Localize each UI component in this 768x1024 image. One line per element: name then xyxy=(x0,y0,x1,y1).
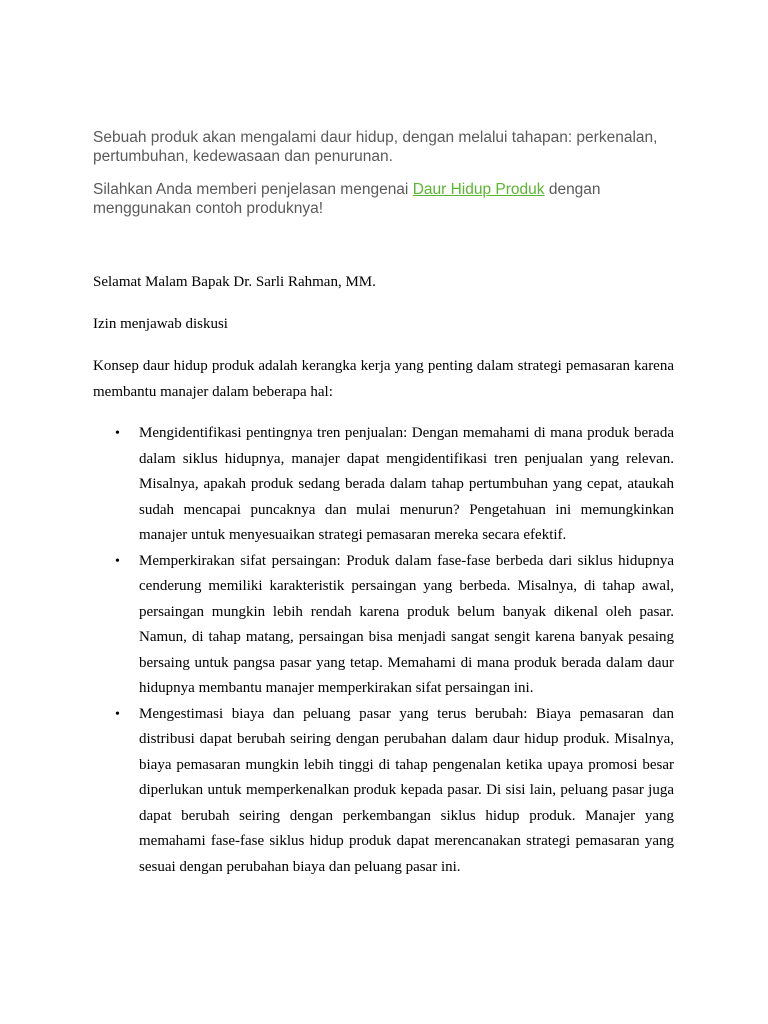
list-item xyxy=(93,702,674,881)
list-item xyxy=(93,421,674,549)
bullet-icon: • xyxy=(115,706,120,722)
bullet-icon: • xyxy=(115,553,120,569)
bullet-list xyxy=(93,421,674,880)
list-item-text: Mengidentifikasi pentingnya tren penjualan: Dengan memahami di mana produk berada dalam siklus hidupnya, manajer dapat mengidentifikasi tren penjualan yang relevan. Misalnya, apakah produk sedang berada dalam tahap pertumbuhan yang cepat, ataukah sudah mencapai puncaknya dan mulai menurun? Pengetahuan ini memungkinkan manajer untuk menyesuaikan strategi pemasaran mereka secara efektif. xyxy=(139,425,674,543)
concept-paragraph: Konsep daur hidup produk adalah kerangka kerja yang penting dalam strategi pemasaran karena membantu manajer dalam beberapa hal: xyxy=(93,358,674,400)
bullet-icon: • xyxy=(115,426,120,441)
greeting-line: Selamat Malam Bapak Dr. Sarli Rahman, MM. xyxy=(93,274,376,290)
daur-hidup-produk-link[interactable]: Daur Hidup Produk xyxy=(412,181,545,198)
question-paragraph-1: Sebuah produk akan mengalami daur hidup, dengan melalui tahapan: perkenalan, pertumbuhan, kedewasaan dan penurunan. xyxy=(93,129,658,165)
question-text-after-link: dengan menggunakan contoh produknya! xyxy=(93,181,601,217)
intro-line: Izin menjawab diskusi xyxy=(93,316,228,332)
list-item-text: Mengestimasi biaya dan peluang pasar yang terus berubah: Biaya pemasaran dan distribusi dapat berubah seiring dengan perubahan dalam daur hidup produk. Misalnya, biaya pemasaran mungkin lebih tinggi di tahap pengenalan ketika upaya promosi besar diperlukan untuk memperkenalkan produk kepada pasar. Di sisi lain, peluang pasar juga dapat berubah seiring dengan perkembangan siklus hidup produk. Manajer yang memahami fase-fase siklus hidup produk dapat merencanakan strategi pemasaran yang sesuai dengan perubahan biaya dan peluang pasar ini. xyxy=(139,705,674,875)
question-paragraph-2 xyxy=(93,180,693,218)
question-text-before-link: Silahkan Anda memberi penjelasan mengenai xyxy=(93,181,413,198)
list-item xyxy=(93,549,674,702)
list-item-text: Memperkirakan sifat persaingan: Produk dalam fase-fase berbeda dari siklus hidupnya cenderung memiliki karakteristik persaingan yang berbeda. Misalnya, di tahap awal, persaingan mungkin lebih rendah karena produk belum banyak dikenal oleh pasar. Namun, di tahap matang, persaingan bisa menjadi sangat sengit karena banyak pesaing bersaing untuk pangsa pasar yang tetap. Memahami di mana produk berada dalam daur hidupnya membantu manajer memperkirakan sifat persaingan ini. xyxy=(139,552,674,696)
